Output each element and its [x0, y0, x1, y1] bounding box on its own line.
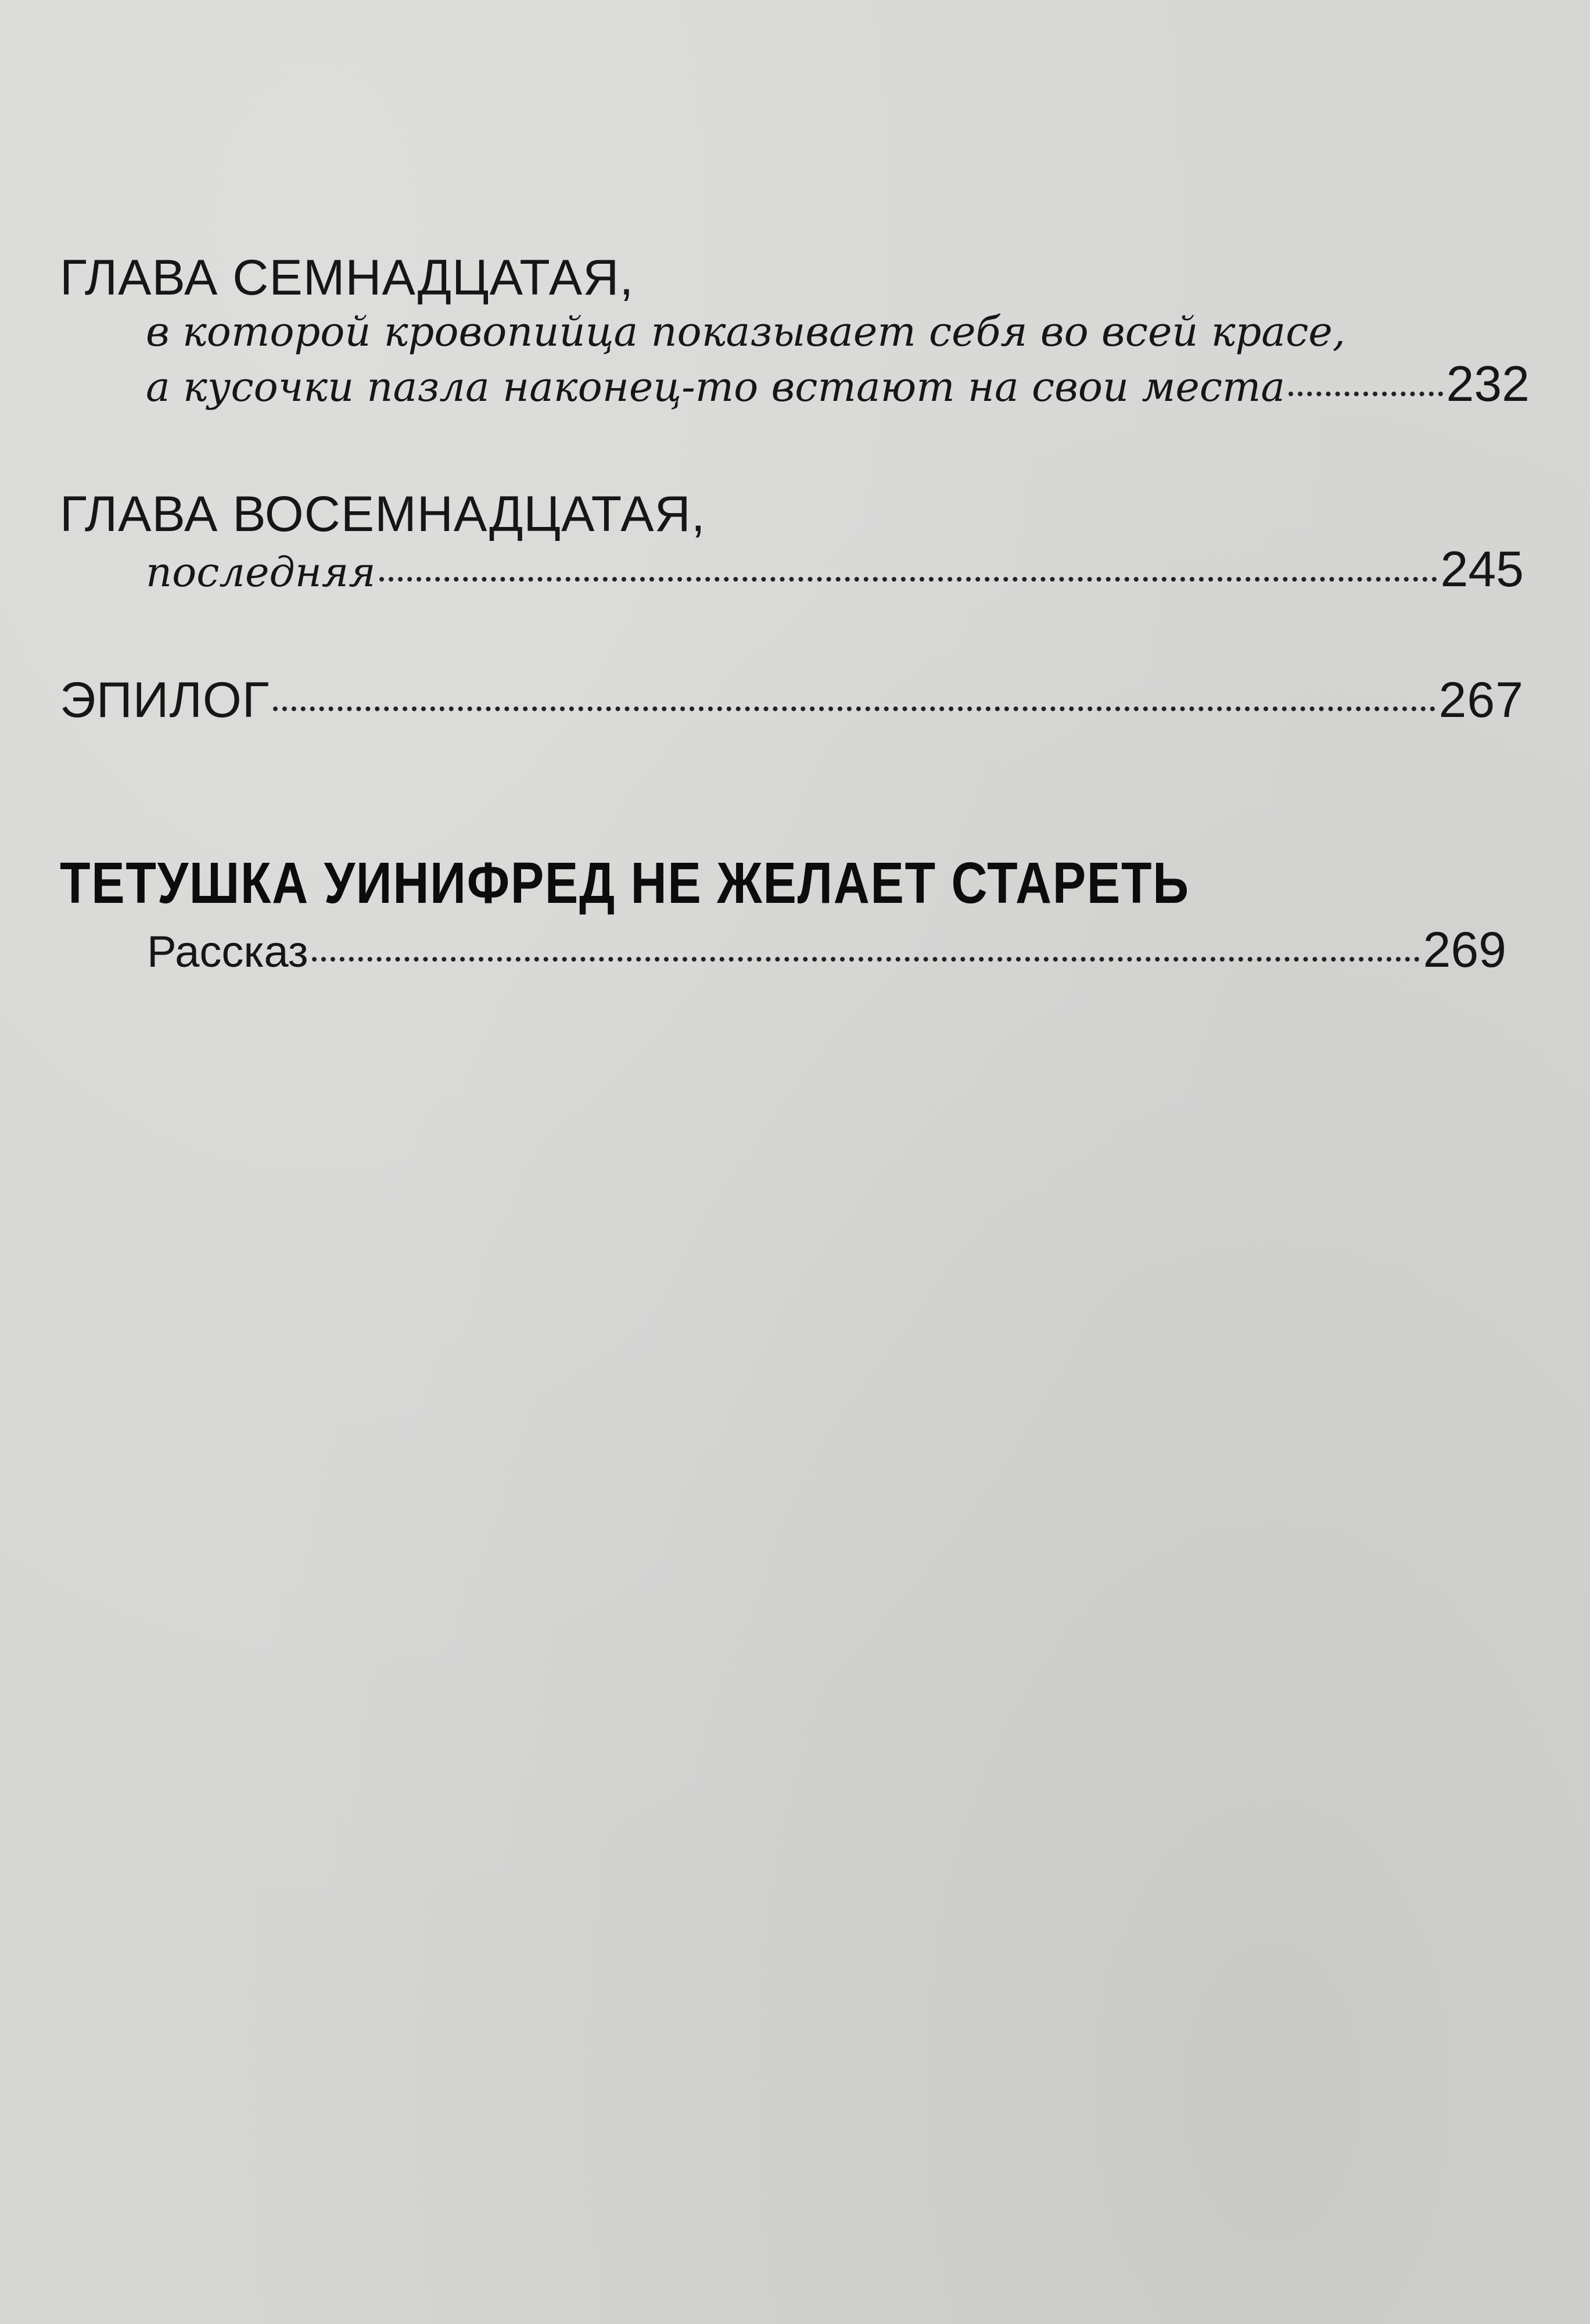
chapter-18-subtitle-row — [60, 543, 1524, 598]
chapter-17-page-number: 232 — [1446, 356, 1530, 412]
toc-entry-chapter-17 — [60, 249, 1530, 413]
dot-leader — [273, 667, 1435, 717]
dot-leader — [1288, 360, 1442, 401]
story-page-number: 269 — [1423, 922, 1506, 978]
dot-leader — [312, 923, 1420, 967]
epilogue-row — [60, 667, 1524, 729]
chapter-18-subtitle: последняя — [146, 548, 376, 596]
chapter-18-heading: ГЛАВА ВОСЕМНАДЦАТАЯ, — [60, 486, 706, 542]
chapter-17-subtitle-line-2: а кусочки пазла наконец-то встают на свои места — [146, 363, 1286, 411]
dot-leader — [379, 546, 1437, 586]
story-subtitle-row — [60, 921, 1506, 981]
story-title: ТЕТУШКА УИНИФРЕД НЕ ЖЕЛАЕТ СТАРЕТЬ — [60, 851, 1190, 916]
chapter-17-subtitle-line-1: в которой кровопийца показывает себя во всей красе, — [146, 308, 1345, 356]
chapter-18-page-number: 245 — [1440, 541, 1524, 597]
toc-entry-chapter-18 — [60, 485, 1524, 598]
toc-entry-epilogue — [60, 667, 1524, 729]
story-subtitle: Рассказ — [147, 927, 308, 977]
epilogue-heading: ЭПИЛОГ — [60, 672, 270, 728]
chapter-17-heading: ГЛАВА СЕМНАДЦАТАЯ, — [60, 250, 634, 306]
toc-entry-story — [60, 851, 1506, 981]
epilogue-page-number: 267 — [1438, 672, 1524, 728]
chapter-17-subtitle-line-2-row — [60, 358, 1530, 413]
